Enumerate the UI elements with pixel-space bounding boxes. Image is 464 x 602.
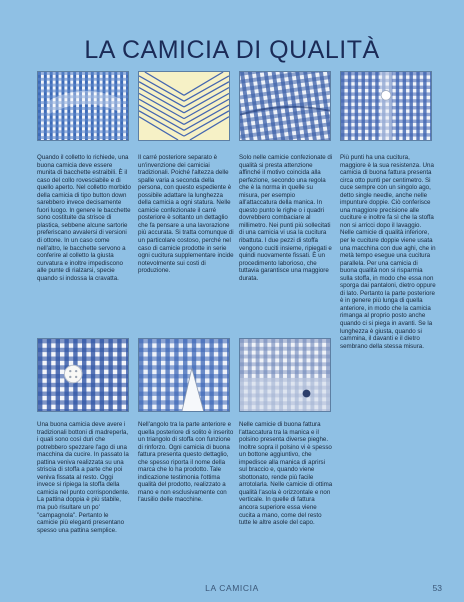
- cuff-photo: [239, 338, 331, 412]
- text-back-yoke: [138, 154, 234, 275]
- gusset-photo: [138, 338, 230, 412]
- page-title: LA CAMICIA DI QUALITÀ: [84, 36, 380, 64]
- text-pearl-buttons: [37, 421, 131, 534]
- back-yoke-photo: [138, 71, 230, 141]
- text-cuff: [239, 421, 334, 527]
- section-text: Nelle camicie di buona fattura l'attaccatura tra la manica e il polsino presenta diverse pieghe. Inoltre sopra il polsino vi è spesso un bottone aggiuntivo, che impedisce alla manica di aprirsi sul braccio e, quando viene sbottonato, rende più facile arrotolarla. Nelle camicie di ottima qualità l'asola è orizzontale e non verticale. In quelle di fattura ancora superiore essa viene cucita a mano, come del resto tutte le altre asole del capo.: [239, 421, 333, 527]
- text-stitching: [340, 154, 436, 350]
- page-number: 53: [432, 583, 442, 593]
- footer-section-label: LA CAMICIA: [205, 583, 259, 593]
- text-collar-stays: [37, 154, 131, 282]
- sleeve-seam-photo: [239, 71, 331, 141]
- stitching-button-photo: [340, 71, 432, 141]
- section-text: Più punti ha una cucitura, maggiore è la sua resistenza. Una camicia di buona fattura presenta circa otto punti per centimetro. Si cuce sempre con un singolo ago, detto single needle, anche nelle impunture doppie. Ciò conferisce una maggiore precisione alle cuciture e inoltre fa sì che la stoffa non si arricci dopo il lavaggio. Nelle camicie di qualità inferiore, per le cuciture doppie viene usata una macchina con due aghi, che in metà tempo esegue una cucitura parallela. Per una camicia di buona qualità non si risparmia sulla stoffa, in modo che essa non sporga dai pantaloni, dietro oppure di lato. Pertanto la parte posteriore è in genere più lunga di quella anteriore, in modo che la camicia rimanga al proprio posto anche quando ci si piega in avanti. Se la lunghezza è giusta, quando si cammina, il davanti e il dietro sembrano della stessa misura.: [340, 154, 436, 350]
- section-text: Solo nelle camicie confezionate di qualità si presta attenzione affinché il motivo coincida alla perfezione, secondo una regola che è la norma in quelle su misura, per esempio all'attaccatura della manica. In questo punto le righe o i quadri dovrebbero combaciare al millimetro. Nei punti più sollecitati di una camicia vi usa la cucitura ribattuta. I due pezzi di stoffa vengono cuciti insieme, ripiegati e quindi nuovamente fissati. È un procedimento laborioso, che tuttavia garantisce una maggiore durata.: [239, 154, 333, 282]
- section-text: Il carré posteriore separato è un'invenzione dei camiciai tradizionali. Poiché l'altezza delle spalle varia a seconda della persona, con questo espediente è possibile adattare la lunghezza della camicia a ogni statura. Nelle camicie confezionate il carré posteriore è soltanto un dettaglio che fa pensare a una lavorazione più accurata. Si tratta comunque di un particolare costoso, perché nel caso di camicie prodotte in serie ogni cucitura supplementare incide notevolmente sui costi di produzione.: [138, 154, 234, 275]
- section-text: Una buona camicia deve avere i tradizionali bottoni di madreperla, i quali sono così duri che potrebbero spezzare l'ago di una macchina da cucire. In passato la pattina veniva realizzata su una striscia di stoffa a parte che poi veniva fissata al resto. Oggi invece si ripiega la stoffa della camicia nel punto corrispondente. La pattina doppia è più stabile, ma può risultare un po' "campagnola". Pertanto le camicie più eleganti presentano spesso una pattina semplice.: [37, 421, 130, 534]
- section-text: Quando il colletto lo richiede, una buona camicia deve essere munita di bacchette estraibili. È il caso del collo rovesciabile e di quello aperto. Nel colletto morbido della camicia di tipo button down sarebbero invece decisamente fuori luogo. In genere le bacchette sono costituite da strisce di plastica, sebbene alcune sartorie preferiscano avvalersi di versioni di ottone. In un caso come nell'altro, le bacchette servono a conferire al colletto la giusta curvatura e inoltre impediscono alle punte di rialzarsi, specie quando si indossa la cravatta.: [37, 154, 131, 282]
- text-sleeve-seam: [239, 154, 334, 282]
- collar-stays-photo: [37, 71, 129, 141]
- pearl-buttons-photo: [37, 338, 129, 412]
- section-text: Nell'angolo tra la parte anteriore e quella posteriore di solito è inserito un triangolo di stoffa con funzione di rinforzo. Ogni camicia di buona fattura presenta questo dettaglio, che spesso riporta il nome della marca che lo ha prodotto. Tale indicazione testimonia l'ottima qualità del prodotto, realizzato a mano e non esclusivamente con l'ausilio delle macchine.: [138, 421, 234, 504]
- text-gusset: [138, 421, 234, 504]
